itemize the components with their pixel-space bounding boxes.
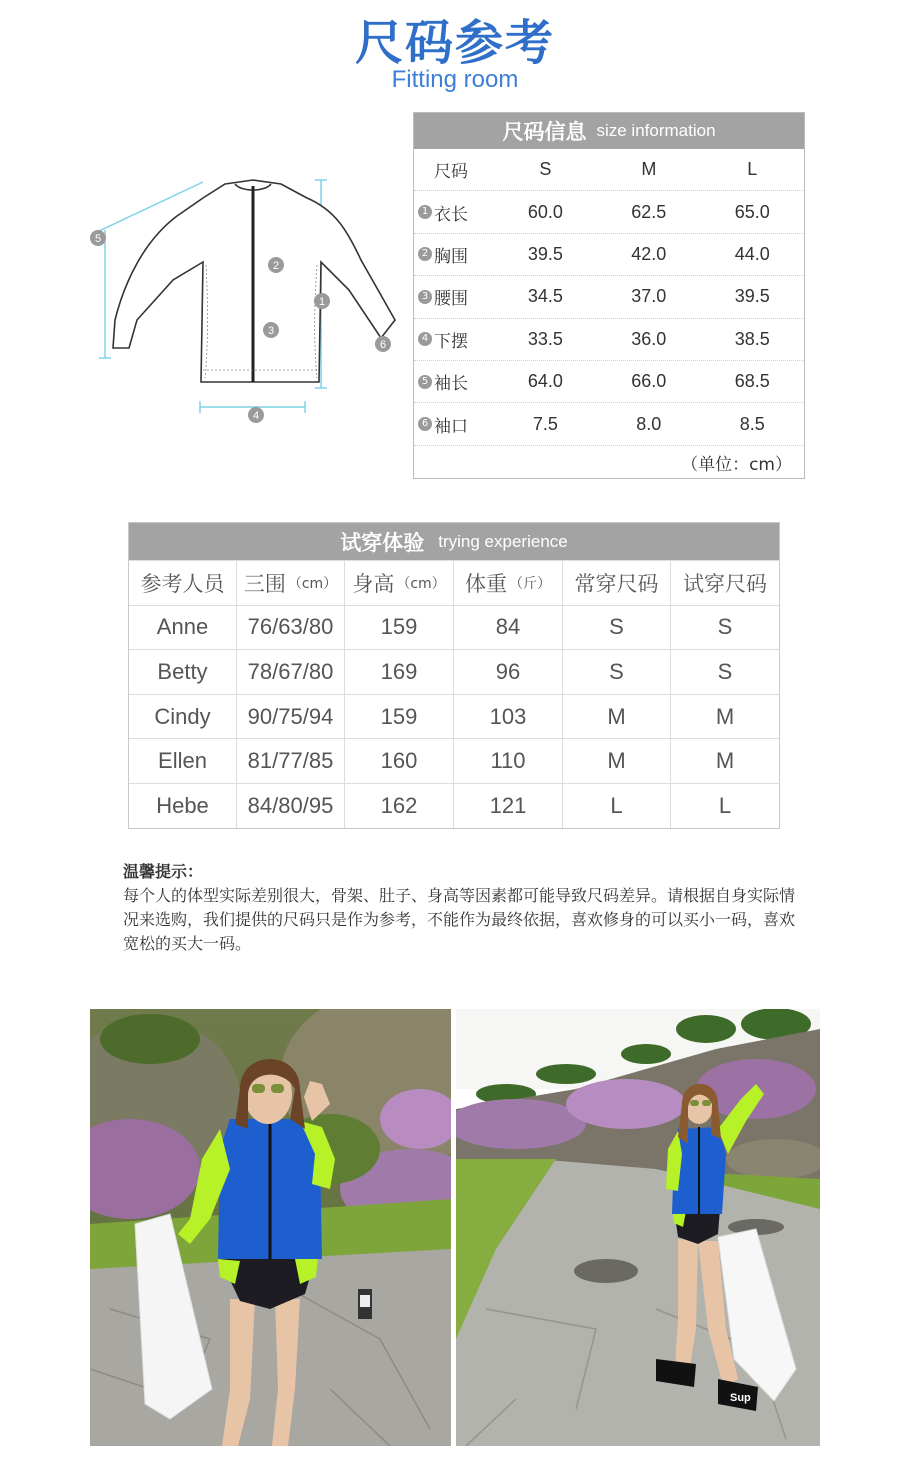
table-row — [414, 276, 804, 318]
marker-1: 1 — [318, 296, 326, 308]
column-label: 体重 — [465, 571, 507, 596]
cell: 90/75/94 — [237, 695, 345, 739]
jacket-diagram — [85, 170, 405, 440]
column-label-m: M — [641, 159, 657, 180]
marker-5: 5 — [94, 233, 102, 245]
cell: Hebe — [129, 784, 237, 828]
trying-experience-table — [128, 522, 780, 829]
slipper-text: Sup — [730, 1392, 751, 1404]
number-badge: 2 — [418, 247, 432, 261]
cell: 39.5 — [527, 243, 563, 264]
page-title: 尺码参考 — [354, 15, 555, 71]
cell: S — [563, 606, 671, 650]
try-table-header — [129, 523, 779, 560]
cell: 33.5 — [527, 328, 563, 349]
column-unit: （cm） — [287, 575, 338, 592]
table-row — [129, 649, 779, 694]
table-row — [414, 234, 804, 276]
cell: 159 — [345, 695, 454, 739]
size-information-table — [413, 112, 805, 479]
cell: Betty — [129, 650, 237, 694]
cell: 103 — [454, 695, 563, 739]
cell: 162 — [345, 784, 454, 828]
column-label: 常穿尺码 — [574, 571, 659, 596]
cell: 8.5 — [739, 413, 765, 434]
unit-note: （单位：cm） — [681, 454, 792, 475]
tips-body: 每个人的体型实际差别很大，骨架、肚子、身高等因素都可能导致尺码差异。请根据自身实际情况来选购，我们提供的尺码只是作为参考，不能作为最终依据，喜欢修身的可以买小一码，喜欢宽松的买大一码。 — [123, 886, 796, 953]
cell: L — [718, 792, 732, 818]
cell: 160 — [345, 739, 454, 783]
cell: 36.0 — [631, 328, 667, 349]
cell: 169 — [345, 650, 454, 694]
cell: 42.0 — [631, 243, 667, 264]
try-table-title-zh: 试穿体验 — [340, 530, 425, 555]
cell: 84 — [454, 606, 563, 650]
tips-section — [123, 860, 803, 956]
row-label: 袖长 — [434, 374, 468, 395]
column-unit: （斤） — [509, 575, 551, 592]
table-row — [129, 783, 779, 828]
cell: Anne — [129, 606, 237, 650]
row-label: 衣长 — [434, 204, 468, 225]
cell: S — [563, 650, 671, 694]
number-badge: 3 — [418, 290, 432, 304]
cell: 68.5 — [734, 371, 770, 392]
model-photo-right-illustration — [456, 1009, 820, 1446]
cell: S — [717, 614, 733, 640]
row-label: 腰围 — [434, 289, 468, 310]
cell: 34.5 — [527, 286, 563, 307]
cell: 39.5 — [734, 286, 770, 307]
column-label-s: S — [539, 159, 552, 180]
column-label: 参考人员 — [140, 571, 225, 596]
cell: 96 — [454, 650, 563, 694]
cell: M — [563, 739, 671, 783]
table-row — [414, 403, 804, 445]
table-row — [129, 694, 779, 739]
row-label: 胸围 — [434, 246, 468, 267]
tips-title: 温馨提示： — [123, 862, 204, 881]
number-badge: 5 — [418, 375, 432, 389]
model-photo-right — [456, 1009, 820, 1446]
size-table-header — [414, 113, 804, 149]
cell: M — [715, 748, 735, 774]
cell: 38.5 — [734, 328, 770, 349]
row-label: 下摆 — [434, 331, 468, 352]
model-photo-left-illustration — [90, 1009, 451, 1446]
table-row — [414, 319, 804, 361]
cell: M — [563, 695, 671, 739]
number-badge: 4 — [418, 332, 432, 346]
table-row — [414, 191, 804, 233]
marker-4: 4 — [252, 410, 260, 422]
cell: 65.0 — [734, 201, 770, 222]
table-row — [129, 738, 779, 783]
number-badge: 1 — [418, 205, 432, 219]
marker-3: 3 — [267, 325, 275, 337]
cell: 121 — [454, 784, 563, 828]
cell: 7.5 — [532, 413, 558, 434]
try-table-column-header — [129, 560, 779, 605]
try-table-title-en: trying experience — [438, 531, 568, 551]
cell: 37.0 — [631, 286, 667, 307]
size-table-column-header — [414, 149, 804, 191]
cell: 84/80/95 — [237, 784, 345, 828]
column-label-l: L — [747, 159, 758, 180]
column-label: 三围 — [243, 571, 286, 596]
cell: 76/63/80 — [237, 606, 345, 650]
cell: 44.0 — [734, 243, 770, 264]
cell: Ellen — [129, 739, 237, 783]
size-table-title-en: size information — [596, 121, 716, 140]
model-photo-left — [90, 1009, 451, 1446]
cell: 62.5 — [631, 201, 667, 222]
cell: 159 — [345, 606, 454, 650]
cell: 64.0 — [527, 371, 563, 392]
column-label-size: 尺码 — [434, 162, 468, 183]
marker-2: 2 — [272, 260, 280, 272]
column-label: 试穿尺码 — [683, 571, 767, 596]
column-label: 身高 — [352, 571, 395, 596]
cell: L — [563, 784, 671, 828]
cell: S — [717, 658, 733, 684]
page-subtitle: Fitting room — [391, 66, 519, 93]
number-badge: 6 — [418, 417, 432, 431]
table-row — [414, 361, 804, 403]
table-row — [129, 605, 779, 650]
cell: 81/77/85 — [237, 739, 345, 783]
column-unit: （cm） — [396, 575, 446, 592]
cell: 110 — [454, 739, 563, 783]
size-table-title-zh: 尺码信息 — [502, 120, 587, 144]
row-label: 袖口 — [434, 416, 468, 437]
cell: 78/67/80 — [237, 650, 345, 694]
cell: 8.0 — [636, 413, 662, 434]
cell: M — [715, 703, 735, 729]
marker-6: 6 — [379, 339, 387, 351]
cell: Cindy — [129, 695, 237, 739]
cell: 60.0 — [527, 201, 563, 222]
cell: 66.0 — [631, 371, 667, 392]
